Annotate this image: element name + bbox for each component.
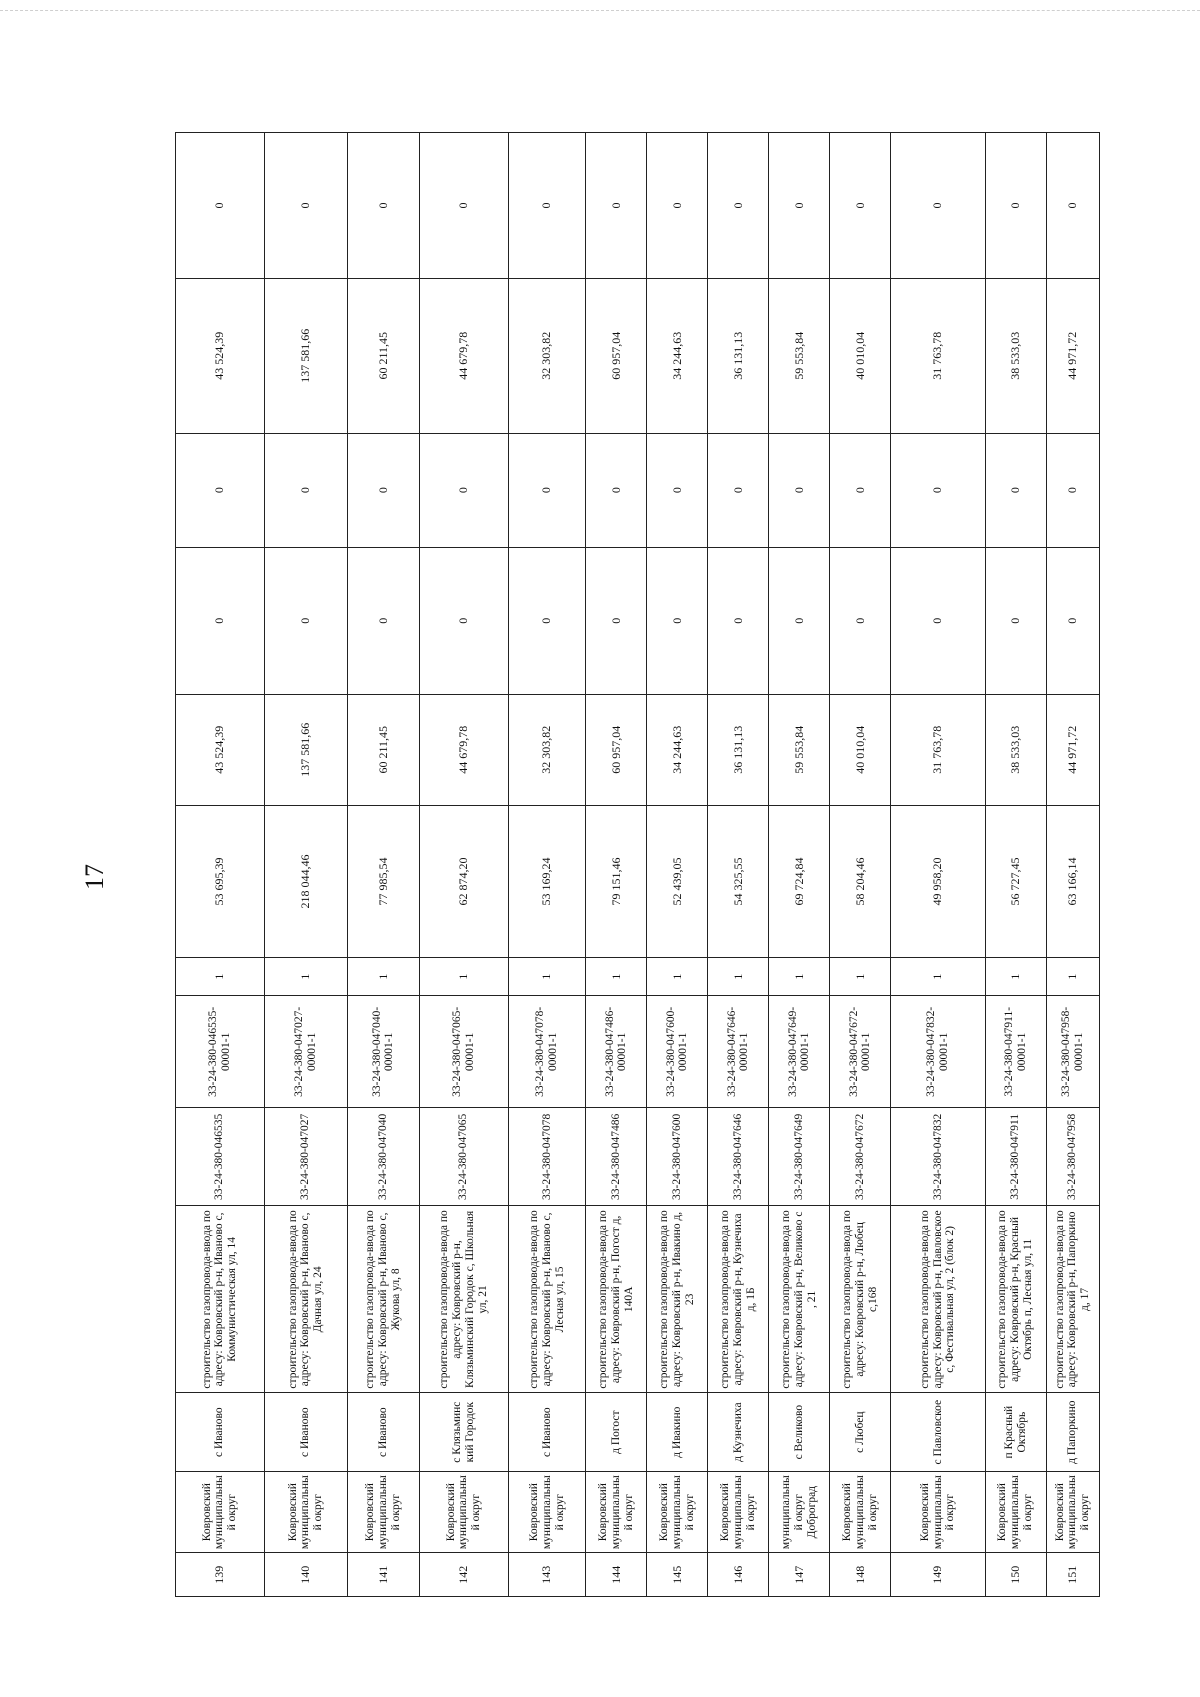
value-zero-cell: 0 [769, 547, 830, 694]
value-zero-cell: 0 [708, 133, 769, 279]
okrug-cell: Ковровский муниципальны й округ [647, 1471, 708, 1553]
value-zero-cell: 0 [264, 133, 347, 279]
object-id-cell: 33-24-380-047486-00001-1 [586, 996, 647, 1108]
object-code-cell: 33-24-380-046535 [176, 1108, 265, 1206]
object-id-cell: 33-24-380-047040-00001-1 [347, 996, 419, 1108]
okrug-cell: Ковровский муниципальны й округ [264, 1471, 347, 1553]
quantity-cell: 1 [891, 958, 985, 996]
settlement-cell: с Иваново [508, 1393, 586, 1471]
description-cell: строительство газопровода-ввода по адресу: Ковровский р-н, Ивакино д, 23 [647, 1206, 708, 1393]
settlement-cell: с Иваново [176, 1393, 265, 1471]
value-total-cell: 218 044,46 [264, 805, 347, 957]
okrug-cell: муниципальны й округ Доброград [769, 1471, 830, 1553]
value-zero-cell: 0 [176, 433, 265, 547]
quantity-cell: 1 [769, 958, 830, 996]
description-cell: строительство газопровода-ввода по адресу: Ковровский р-н, Великово с , 21 [769, 1206, 830, 1393]
value-total-cell: 58 204,46 [830, 805, 891, 957]
value-zero-cell: 0 [347, 433, 419, 547]
object-id-cell: 33-24-380-047832-00001-1 [891, 996, 985, 1108]
quantity-cell: 1 [985, 958, 1046, 996]
description-cell: строительство газопровода-ввода по адресу: Ковровский р-н, Любец с,168 [830, 1206, 891, 1393]
row-number: 139 [176, 1553, 265, 1597]
object-code-cell: 33-24-380-047486 [586, 1108, 647, 1206]
table-row [347, 133, 419, 1597]
quantity-cell: 1 [830, 958, 891, 996]
value-zero-cell: 0 [985, 133, 1046, 279]
settlement-cell: д Погост [586, 1393, 647, 1471]
object-id-cell: 33-24-380-047646-00001-1 [708, 996, 769, 1108]
object-code-cell: 33-24-380-047600 [647, 1108, 708, 1206]
quantity-cell: 1 [420, 958, 509, 996]
row-number: 151 [1046, 1553, 1099, 1597]
row-number: 145 [647, 1553, 708, 1597]
okrug-cell: Ковровский муниципальны й округ [708, 1471, 769, 1553]
description-cell: строительство газопровода-ввода по адресу: Ковровский р-н, Погост д, 140А [586, 1206, 647, 1393]
value-zero-cell: 0 [420, 547, 509, 694]
quantity-cell: 1 [508, 958, 586, 996]
description-cell: строительство газопровода-ввода по адресу: Ковровский р-н, Иваново с, Лесная ул, 15 [508, 1206, 586, 1393]
value-zero-cell: 0 [176, 133, 265, 279]
row-number: 142 [420, 1553, 509, 1597]
value-zero-cell: 0 [830, 433, 891, 547]
row-number: 141 [347, 1553, 419, 1597]
description-cell: строительство газопровода-ввода по адресу: Ковровский р-н, Иваново с, Дачная ул, 24 [264, 1206, 347, 1393]
table-row [891, 133, 985, 1597]
value-cell: 60 957,04 [586, 694, 647, 805]
object-code-cell: 33-24-380-047832 [891, 1108, 985, 1206]
table-row [985, 133, 1046, 1597]
okrug-cell: Ковровский муниципальны й округ [891, 1471, 985, 1553]
row-number: 148 [830, 1553, 891, 1597]
value-zero-cell: 0 [1046, 547, 1099, 694]
description-cell: строительство газопровода-ввода по адресу: Ковровский р-н, Иваново с, Коммунистическая ул, 14 [176, 1206, 265, 1393]
value-cell: 36 131,13 [708, 278, 769, 433]
scan-edge-line [0, 10, 1200, 11]
value-zero-cell: 0 [830, 547, 891, 694]
value-total-cell: 53 695,39 [176, 805, 265, 957]
value-cell: 44 679,78 [420, 694, 509, 805]
value-cell: 137 581,66 [264, 694, 347, 805]
value-total-cell: 77 985,54 [347, 805, 419, 957]
object-id-cell: 33-24-380-047958-00001-1 [1046, 996, 1099, 1108]
value-cell: 36 131,13 [708, 694, 769, 805]
settlement-cell: с Иваново [264, 1393, 347, 1471]
table-row [420, 133, 509, 1597]
object-id-cell: 33-24-380-047672-00001-1 [830, 996, 891, 1108]
object-code-cell: 33-24-380-047649 [769, 1108, 830, 1206]
quantity-cell: 1 [647, 958, 708, 996]
object-id-cell: 33-24-380-047027-00001-1 [264, 996, 347, 1108]
value-zero-cell: 0 [420, 433, 509, 547]
value-zero-cell: 0 [647, 433, 708, 547]
value-total-cell: 63 166,14 [1046, 805, 1099, 957]
okrug-cell: Ковровский муниципальны й округ [985, 1471, 1046, 1553]
object-id-cell: 33-24-380-047065-00001-1 [420, 996, 509, 1108]
value-zero-cell: 0 [420, 133, 509, 279]
rotated-table-wrapper [175, 132, 1100, 1597]
object-id-cell: 33-24-380-047911-00001-1 [985, 996, 1046, 1108]
value-zero-cell: 0 [1046, 133, 1099, 279]
value-zero-cell: 0 [891, 133, 985, 279]
value-cell: 31 763,78 [891, 694, 985, 805]
row-number: 149 [891, 1553, 985, 1597]
value-zero-cell: 0 [508, 433, 586, 547]
value-zero-cell: 0 [347, 547, 419, 694]
value-cell: 43 524,39 [176, 694, 265, 805]
value-cell: 34 244,63 [647, 278, 708, 433]
value-zero-cell: 0 [891, 433, 985, 547]
okrug-cell: Ковровский муниципальны й округ [830, 1471, 891, 1553]
value-cell: 60 211,45 [347, 694, 419, 805]
value-cell: 40 010,04 [830, 694, 891, 805]
quantity-cell: 1 [264, 958, 347, 996]
value-total-cell: 79 151,46 [586, 805, 647, 957]
value-cell: 44 971,72 [1046, 694, 1099, 805]
value-cell: 59 553,84 [769, 278, 830, 433]
value-zero-cell: 0 [891, 547, 985, 694]
row-number: 144 [586, 1553, 647, 1597]
value-total-cell: 56 727,45 [985, 805, 1046, 957]
quantity-cell: 1 [708, 958, 769, 996]
row-number: 143 [508, 1553, 586, 1597]
value-cell: 137 581,66 [264, 278, 347, 433]
value-zero-cell: 0 [985, 433, 1046, 547]
value-zero-cell: 0 [769, 433, 830, 547]
table-row [264, 133, 347, 1597]
settlement-cell: п Красный Октябрь [985, 1393, 1046, 1471]
object-code-cell: 33-24-380-047065 [420, 1108, 509, 1206]
settlement-cell: с Великово [769, 1393, 830, 1471]
value-zero-cell: 0 [586, 433, 647, 547]
value-zero-cell: 0 [264, 547, 347, 694]
value-total-cell: 49 958,20 [891, 805, 985, 957]
value-cell: 40 010,04 [830, 278, 891, 433]
value-cell: 44 971,72 [1046, 278, 1099, 433]
value-zero-cell: 0 [647, 547, 708, 694]
row-number: 147 [769, 1553, 830, 1597]
value-zero-cell: 0 [586, 547, 647, 694]
settlement-cell: д Ивакино [647, 1393, 708, 1471]
settlement-cell: с Клязьминс кий Городок [420, 1393, 509, 1471]
table-row [647, 133, 708, 1597]
table-row [769, 133, 830, 1597]
value-zero-cell: 0 [985, 547, 1046, 694]
okrug-cell: Ковровский муниципальны й округ [347, 1471, 419, 1553]
table-row [508, 133, 586, 1597]
description-cell: строительство газопровода-ввода по адресу: Ковровский р-н, Иваново с, Жукова ул, 8 [347, 1206, 419, 1393]
settlement-cell: с Любец [830, 1393, 891, 1471]
value-cell: 38 533,03 [985, 694, 1046, 805]
value-cell: 59 553,84 [769, 694, 830, 805]
row-number: 146 [708, 1553, 769, 1597]
quantity-cell: 1 [586, 958, 647, 996]
table-row [586, 133, 647, 1597]
data-table [175, 132, 1100, 1597]
settlement-cell: д Кузнечиха [708, 1393, 769, 1471]
object-code-cell: 33-24-380-047078 [508, 1108, 586, 1206]
value-total-cell: 52 439,05 [647, 805, 708, 957]
value-cell: 60 211,45 [347, 278, 419, 433]
value-cell: 32 303,82 [508, 694, 586, 805]
value-zero-cell: 0 [264, 433, 347, 547]
value-cell: 34 244,63 [647, 694, 708, 805]
description-cell: строительство газопровода-ввода по адресу: Ковровский р-н, Красный Октябрь п, Лесная ул, 11 [985, 1206, 1046, 1393]
okrug-cell: Ковровский муниципальны й округ [508, 1471, 586, 1553]
object-code-cell: 33-24-380-047958 [1046, 1108, 1099, 1206]
page-number: 17 [80, 864, 109, 890]
value-total-cell: 62 874,20 [420, 805, 509, 957]
value-zero-cell: 0 [708, 547, 769, 694]
object-code-cell: 33-24-380-047040 [347, 1108, 419, 1206]
okrug-cell: Ковровский муниципальны й округ [586, 1471, 647, 1553]
value-zero-cell: 0 [647, 133, 708, 279]
value-zero-cell: 0 [508, 547, 586, 694]
value-total-cell: 54 325,55 [708, 805, 769, 957]
object-code-cell: 33-24-380-047027 [264, 1108, 347, 1206]
value-cell: 43 524,39 [176, 278, 265, 433]
value-total-cell: 69 724,84 [769, 805, 830, 957]
value-zero-cell: 0 [586, 133, 647, 279]
value-zero-cell: 0 [769, 133, 830, 279]
value-zero-cell: 0 [347, 133, 419, 279]
quantity-cell: 1 [1046, 958, 1099, 996]
value-zero-cell: 0 [176, 547, 265, 694]
table-row [1046, 133, 1099, 1597]
object-id-cell: 33-24-380-047078-00001-1 [508, 996, 586, 1108]
table-row [176, 133, 265, 1597]
settlement-cell: д Папоркино [1046, 1393, 1099, 1471]
row-number: 140 [264, 1553, 347, 1597]
value-cell: 60 957,04 [586, 278, 647, 433]
value-zero-cell: 0 [508, 133, 586, 279]
object-code-cell: 33-24-380-047646 [708, 1108, 769, 1206]
object-code-cell: 33-24-380-047672 [830, 1108, 891, 1206]
table-row [708, 133, 769, 1597]
object-code-cell: 33-24-380-047911 [985, 1108, 1046, 1206]
okrug-cell: Ковровский муниципальны й округ [176, 1471, 265, 1553]
okrug-cell: Ковровский муниципальны й округ [1046, 1471, 1099, 1553]
value-cell: 38 533,03 [985, 278, 1046, 433]
value-cell: 31 763,78 [891, 278, 985, 433]
description-cell: строительство газопровода-ввода по адресу: Ковровский р-н, Папоркино д, 17 [1046, 1206, 1099, 1393]
object-id-cell: 33-24-380-047600-00001-1 [647, 996, 708, 1108]
description-cell: строительство газопровода-ввода по адресу: Ковровский р-н, Кузнечиха д, 1Б [708, 1206, 769, 1393]
settlement-cell: с Иваново [347, 1393, 419, 1471]
row-number: 150 [985, 1553, 1046, 1597]
settlement-cell: с Павловское [891, 1393, 985, 1471]
table-row [830, 133, 891, 1597]
description-cell: строительство газопровода-ввода по адресу: Ковровский р-н, Павловское с, Фестивальная ул, 2 (блок 2) [891, 1206, 985, 1393]
okrug-cell: Ковровский муниципальны й округ [420, 1471, 509, 1553]
object-id-cell: 33-24-380-047649-00001-1 [769, 996, 830, 1108]
value-zero-cell: 0 [1046, 433, 1099, 547]
value-zero-cell: 0 [830, 133, 891, 279]
value-total-cell: 53 169,24 [508, 805, 586, 957]
value-zero-cell: 0 [708, 433, 769, 547]
value-cell: 44 679,78 [420, 278, 509, 433]
quantity-cell: 1 [347, 958, 419, 996]
quantity-cell: 1 [176, 958, 265, 996]
description-cell: строительство газопровода-ввода по адресу: Ковровский р-н, Клязьминский Городок с, Школьная ул, 21 [420, 1206, 509, 1393]
object-id-cell: 33-24-380-046535-00001-1 [176, 996, 265, 1108]
value-cell: 32 303,82 [508, 278, 586, 433]
